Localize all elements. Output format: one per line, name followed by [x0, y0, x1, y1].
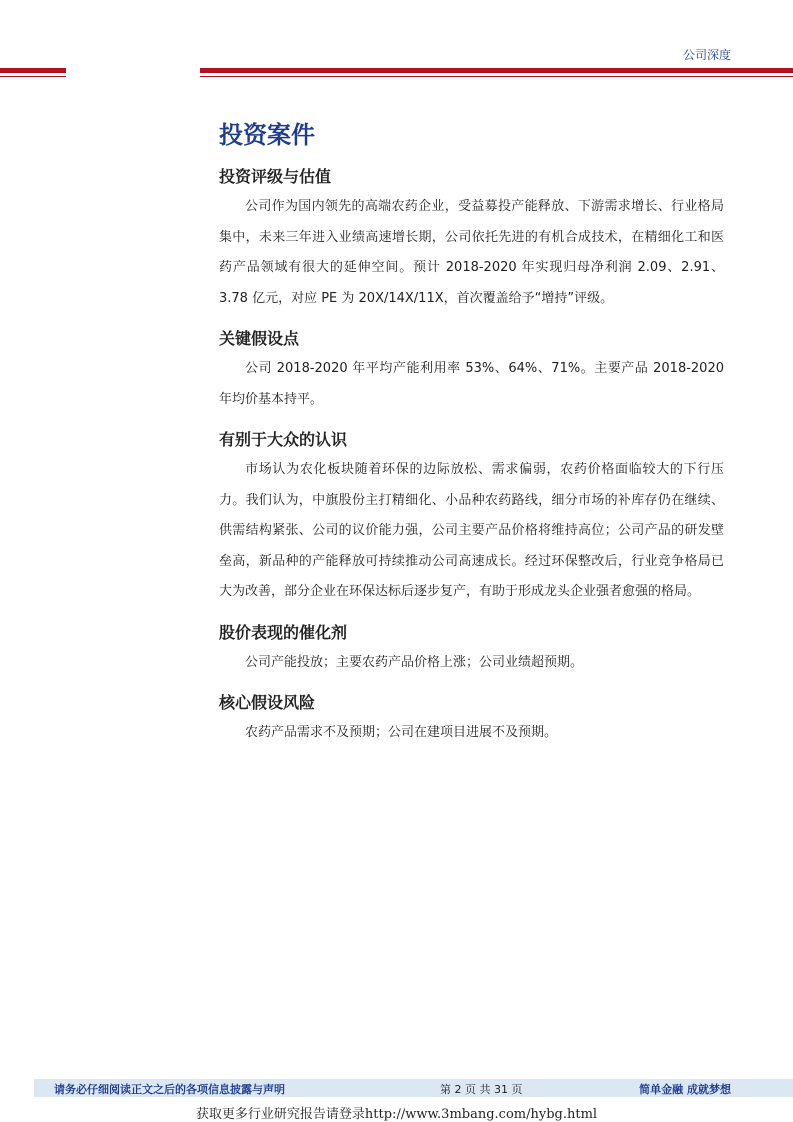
section-paragraph: 公司 2018-2020 年平均产能利用率 53%、64%、71%。主要产品 2018-2020 年均价基本持平。 [219, 361, 724, 407]
section-paragraph: 农药产品需求不及预期；公司在建项目进展不及预期。 [245, 725, 558, 740]
section-title: 核心假设风险 [219, 693, 316, 712]
section-title: 有别于大众的认识 [219, 430, 348, 449]
header-tag: 公司深度 [682, 48, 731, 62]
header-rule-left-thin [0, 76, 66, 77]
footer-bottom-line: 获取更多行业研究报告请登录http://www.3mbang.com/hybg.html [195, 1107, 598, 1122]
footer-page-info: 第 2 页 共 31 页 [440, 1083, 523, 1096]
main-content [219, 116, 724, 759]
header-rule-right-thick [200, 68, 793, 73]
footer-bar [34, 1079, 793, 1097]
section-title: 股价表现的催化剂 [219, 622, 348, 642]
section-differentiated-view [219, 425, 724, 608]
section-paragraph: 市场认为农化板块随着环保的边际放松、需求偏弱，农药价格面临较大的下行压力。我们认为，中旗股份主打精细化、小品种农药路线，细分市场的补库存仍在继续、供需结构紧张、公司的议价能力强，公司主要产品价格将维持高位；公司产品的研发壁垒高，新品种的产能释放可持续推动公司高速成长。经过环保整改后，行业竞争格局已大为改善，部分企业在环保达标后逐步复产，有助于形成龙头企业强者愈强的格局。 [219, 462, 724, 599]
page-title: 投资案件 [219, 121, 315, 149]
section-paragraph: 公司产能投放；主要农药产品价格上涨；公司业绩超预期。 [245, 654, 584, 670]
footer-slogan: 简单金融 成就梦想 [639, 1083, 731, 1096]
section-title: 投资评级与估值 [219, 167, 332, 186]
section-key-assumptions [219, 324, 724, 415]
header-rule-left-thick [0, 68, 66, 73]
section-valuation [219, 162, 724, 314]
section-paragraph: 公司作为国内领先的高端农药企业，受益募投产能释放、下游需求增长、行业格局集中，未来三年进入业绩高速增长期，公司依托先进的有机合成技术，在精细化工和医药产品领域有很大的延伸空间。预计 2018-2020 年实现归母净利润 2.09、2.91、3.78 亿元，对应 PE 为 20X/14X/11X，首次覆盖给予“增持”评级。 [219, 199, 724, 306]
section-title: 关键假设点 [219, 329, 300, 348]
section-catalysts [219, 618, 724, 679]
section-risks [219, 688, 724, 749]
header-rule-right-thin [200, 76, 793, 77]
footer-disclaimer: 请务必仔细阅读正文之后的各项信息披露与声明 [54, 1083, 285, 1096]
